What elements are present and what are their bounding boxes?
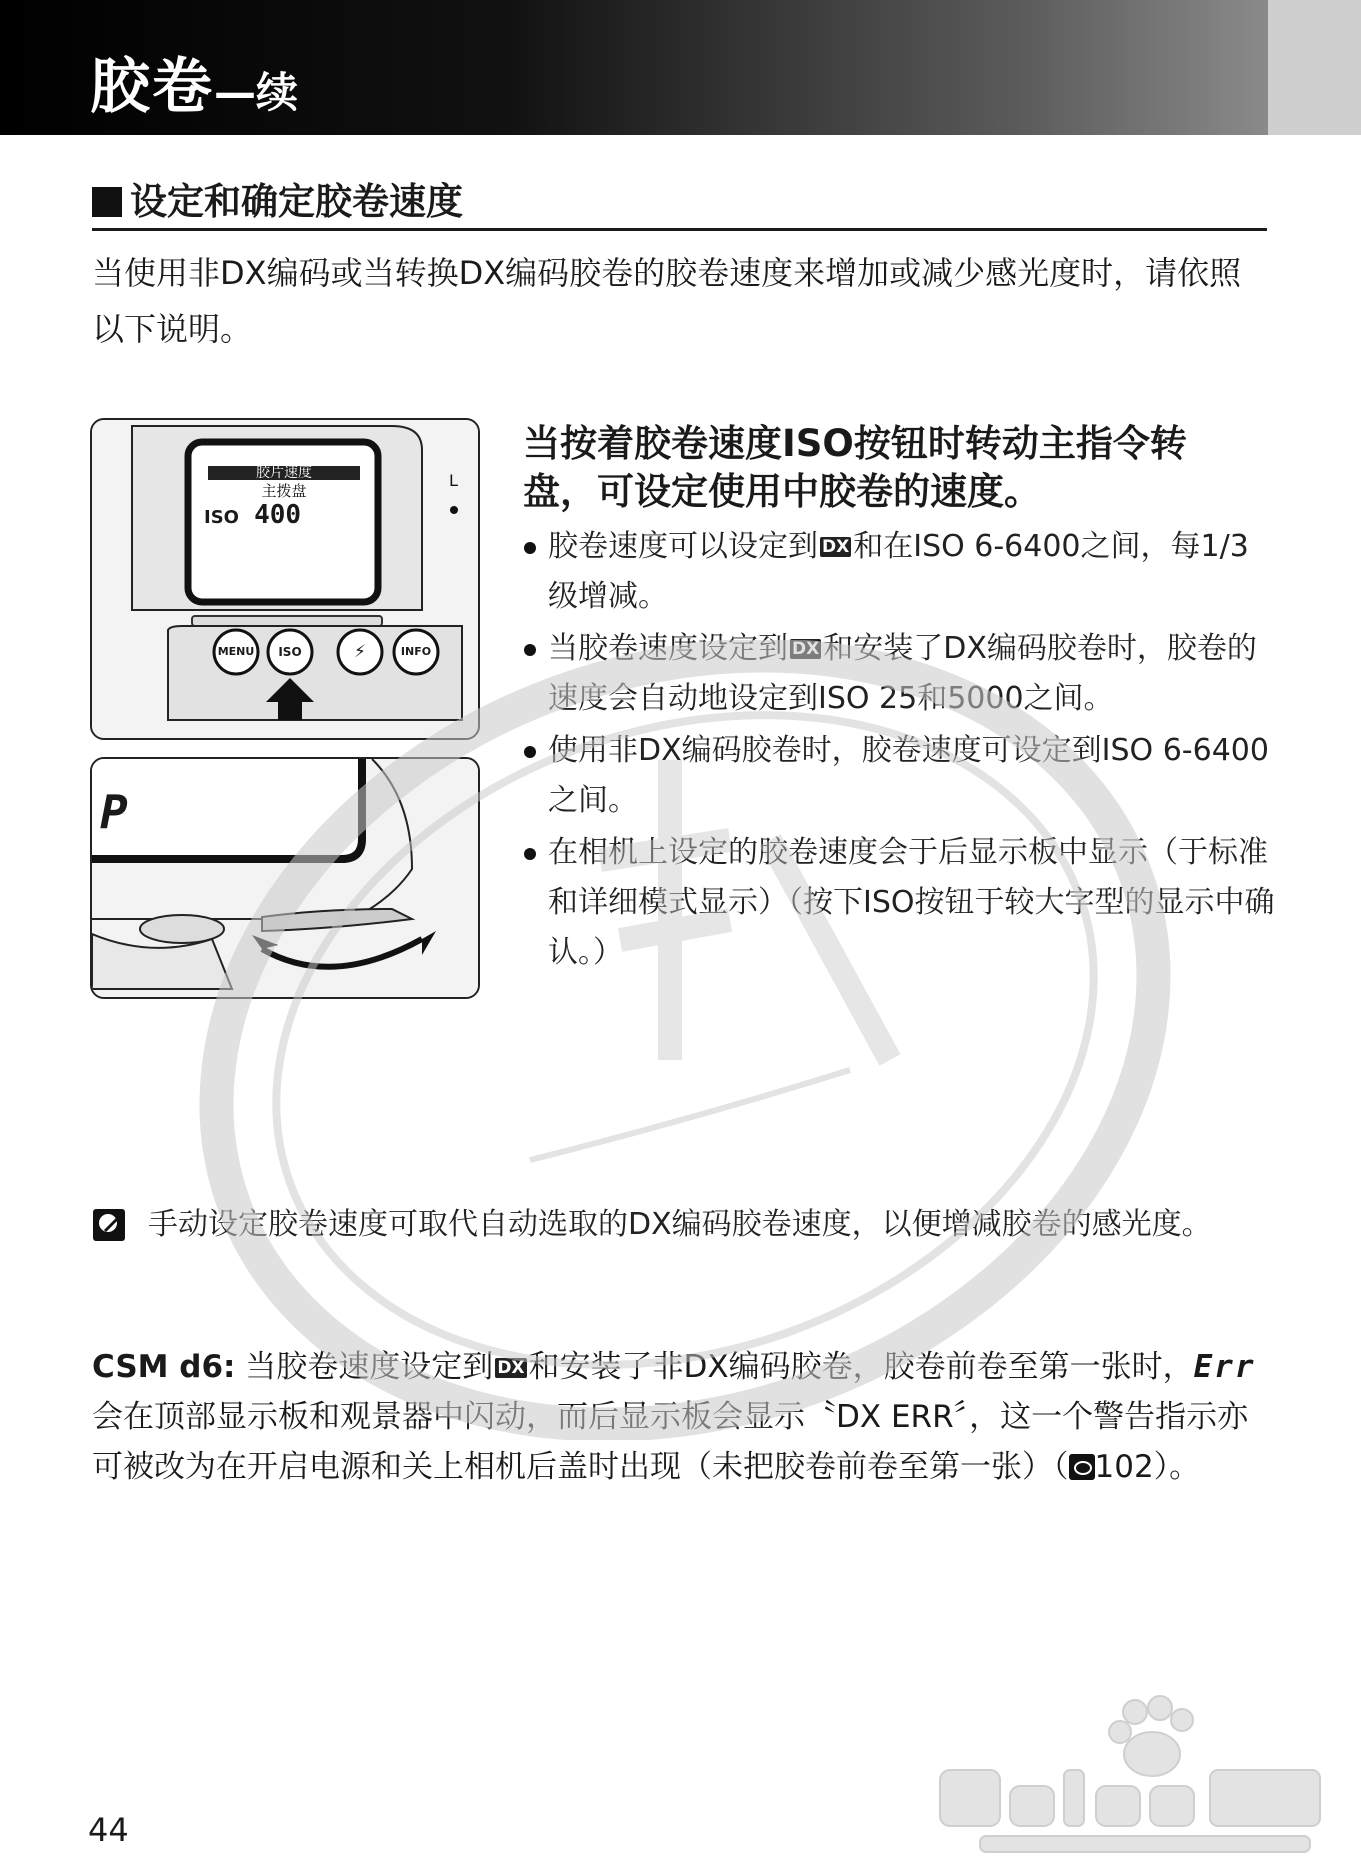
title-suffix: —续	[214, 68, 299, 117]
lcd-line2: 主拨盘	[261, 482, 307, 500]
list-item: 在相机上设定的胶卷速度会于后显示板中显示（于标准和详细模式显示）（按下ISO按钮于较大字型的显示中确认。）	[522, 828, 1277, 978]
menu-button-label: MENU	[217, 645, 255, 658]
lcd-iso-label: ISO	[204, 507, 239, 528]
title-main: 胶卷	[90, 52, 214, 122]
csm-text-b: 和安装了非DX编码胶卷，胶卷前卷至第一张时，	[528, 1349, 1194, 1385]
bullet-list	[522, 522, 1277, 980]
csm-text-a: 当胶卷速度设定到	[235, 1349, 494, 1385]
csm-text-c: 会在顶部显示板和观景器中闪动，而后显示板会显示〝DX ERR〞，这一个警告指示亦可被改为在开启电源和关上相机后盖时出现（未把胶卷前卷至第一张）（	[92, 1399, 1249, 1485]
bullet1-text-b: 和在ISO 6-6400之间，每1/3级增减。	[548, 529, 1249, 614]
info-button-label: INFO	[400, 645, 432, 658]
dx-icon: DX	[822, 537, 850, 557]
list-item	[522, 624, 1277, 724]
iso-button-label: ISO	[278, 645, 302, 659]
page-title	[90, 52, 298, 128]
csm-label: CSM d6:	[92, 1349, 236, 1385]
lcd-iso-value: 400	[254, 500, 302, 530]
section-heading-text: 设定和确定胶卷速度	[130, 180, 463, 223]
dx-icon: DX	[497, 1358, 525, 1378]
section-heading	[92, 178, 1267, 231]
panel-mode-indicator: P	[100, 785, 128, 839]
lcd-line1: 胶片速度	[256, 465, 312, 481]
note-text: 手动设定胶卷速度可取代自动选取的DX编码胶卷速度，以便增减胶卷的感光度。	[148, 1207, 1212, 1242]
csm-text-d: 102）。	[1094, 1449, 1201, 1485]
list-item: 使用非DX编码胶卷时，胶卷速度可设定到ISO 6-6400之间。	[522, 726, 1277, 826]
svg-text:L: L	[449, 471, 458, 490]
csm-paragraph	[92, 1342, 1267, 1492]
bullet2-text-a: 当胶卷速度设定到	[548, 631, 788, 666]
page-reference-icon	[1069, 1454, 1095, 1480]
dx-icon: DX	[792, 639, 820, 659]
page-number: 44	[88, 1811, 129, 1849]
header-side-tab	[1268, 0, 1361, 135]
step-title: 当按着胶卷速度ISO按钮时转动主指令转盘，可设定使用中胶卷的速度。	[523, 422, 1187, 513]
err-display-icon: Err	[1193, 1349, 1256, 1385]
list-item	[522, 522, 1277, 622]
command-dial-drawing	[92, 759, 478, 997]
bullet2-text-b: 和安装了DX编码胶卷时，胶卷的速度会自动地设定到ISO 25和5000之间。	[548, 631, 1257, 716]
note-pencil-icon	[92, 1208, 126, 1242]
flash-button-label: ⚡	[354, 642, 366, 662]
bullet1-text-a: 胶卷速度可以设定到	[548, 529, 818, 564]
square-bullet-icon	[92, 187, 122, 217]
command-dial-illustration	[90, 757, 480, 999]
intro-paragraph: 当使用非DX编码或当转换DX编码胶卷的胶卷速度来增加或减少感光度时，请依照以下说明。	[92, 254, 1242, 348]
lcd-iso-readout	[204, 500, 364, 530]
baidu-jingyan-logo-icon	[920, 1690, 1340, 1860]
camera-back-illustration	[90, 418, 480, 740]
page-header	[0, 0, 1268, 135]
